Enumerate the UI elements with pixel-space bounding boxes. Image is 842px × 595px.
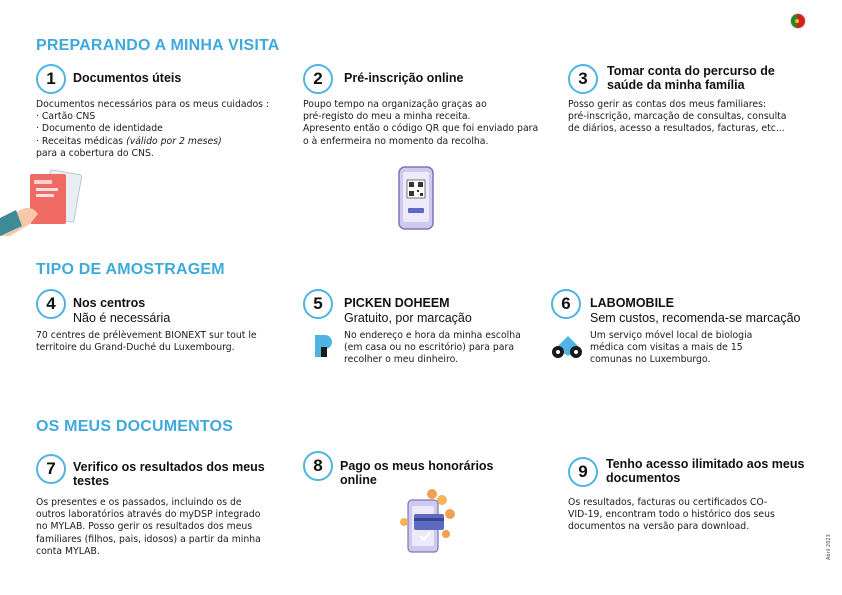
step-heading-online-preregistration: Pré-inscrição online <box>344 71 464 85</box>
phone-qr-code-illustration <box>398 166 434 230</box>
portugal-flag-icon <box>790 13 806 29</box>
step-heading-pay-online: Pago os meus honorários online <box>340 459 494 487</box>
step-text-check-results: Os presentes e os passados, incluindo os de outros laboratórios através do myDSP integrado no MYLAB. Posso gerir os resultados dos meus familiares (filhos, pais, idosos) a partir da minha conta MYLAB. <box>36 497 261 557</box>
section-title-documents: OS MEUS DOCUMENTOS <box>36 418 234 435</box>
date-label: Abril 2023 <box>826 534 832 560</box>
step-number-2: 2 <box>303 64 333 94</box>
step-text-unlimited-access: Os resultados, facturas ou certificados CO- VID-19, encontram todo o histórico dos seus documentos na versão para download. <box>568 497 775 533</box>
step-heading-family-health: Tomar conta do percurso de saúde da minha família <box>607 64 775 92</box>
step-heading-in-centres: Nos centros <box>73 296 146 310</box>
step-number-5: 5 <box>303 289 333 319</box>
labomobile-logo-icon <box>550 334 584 360</box>
step-text-family-health: Posso gerir as contas dos meus familiares: pré-inscrição, marcação de consultas, consulta de diários, acesso a resultados, facturas, etc... <box>568 99 787 135</box>
step-number-4: 4 <box>36 289 66 319</box>
step-number-1: 1 <box>36 64 66 94</box>
step-number-7: 7 <box>36 454 66 484</box>
step-heading-unlimited-access: Tenho acesso ilimitado aos meus documentos <box>606 457 805 485</box>
step-text-labomobile: Um serviço móvel local de biologia médica com visitas a mais de 15 comunas no Luxemburgo. <box>590 330 753 366</box>
step-number-3: 3 <box>568 64 598 94</box>
step-heading-labomobile: LABOMOBILE <box>590 296 675 310</box>
picken-doheem-logo-icon <box>313 333 333 359</box>
step-subheading-in-centres: Não é necessária <box>73 311 171 325</box>
section-title-visit: PREPARANDO A MINHA VISITA <box>36 37 280 54</box>
online-payment-illustration <box>398 488 460 554</box>
step-heading-picken-doheem: PICKEN DOHEEM <box>344 296 450 310</box>
step-number-9: 9 <box>568 457 598 487</box>
step-text-useful-documents: Documentos necessários para os meus cuidados : · Cartão CNS · Documento de identidade · Receitas médicas (válido por 2 meses) para a cobertura do CNS. <box>36 99 270 159</box>
step-heading-useful-documents: Documentos úteis <box>73 71 182 85</box>
step-text-in-centres: 70 centres de prélèvement BIONEXT sur tout le territoire du Grand-Duché du Luxembourg. <box>36 330 257 354</box>
step-number-6: 6 <box>551 289 581 319</box>
step-subheading-labomobile: Sem custos, recomenda-se marcação <box>590 311 801 325</box>
step-heading-check-results: Verifico os resultados dos meus testes <box>73 460 265 488</box>
step-subheading-picken-doheem: Gratuito, por marcação <box>344 311 472 325</box>
step-text-online-preregistration: Poupo tempo na organização graças ao pré-registo do meu a minha receita. Apresento então o código QR que foi enviado para o à enfermeira no momento da recolha. <box>303 99 539 147</box>
hand-holding-documents-illustration <box>0 166 90 236</box>
step-number-8: 8 <box>303 451 333 481</box>
step-text-picken-doheem: No endereço e hora da minha escolha (em casa ou no escritório) para para recolher o meu dinheiro. <box>344 330 521 366</box>
section-title-sampling: TIPO DE AMOSTRAGEM <box>36 261 225 278</box>
